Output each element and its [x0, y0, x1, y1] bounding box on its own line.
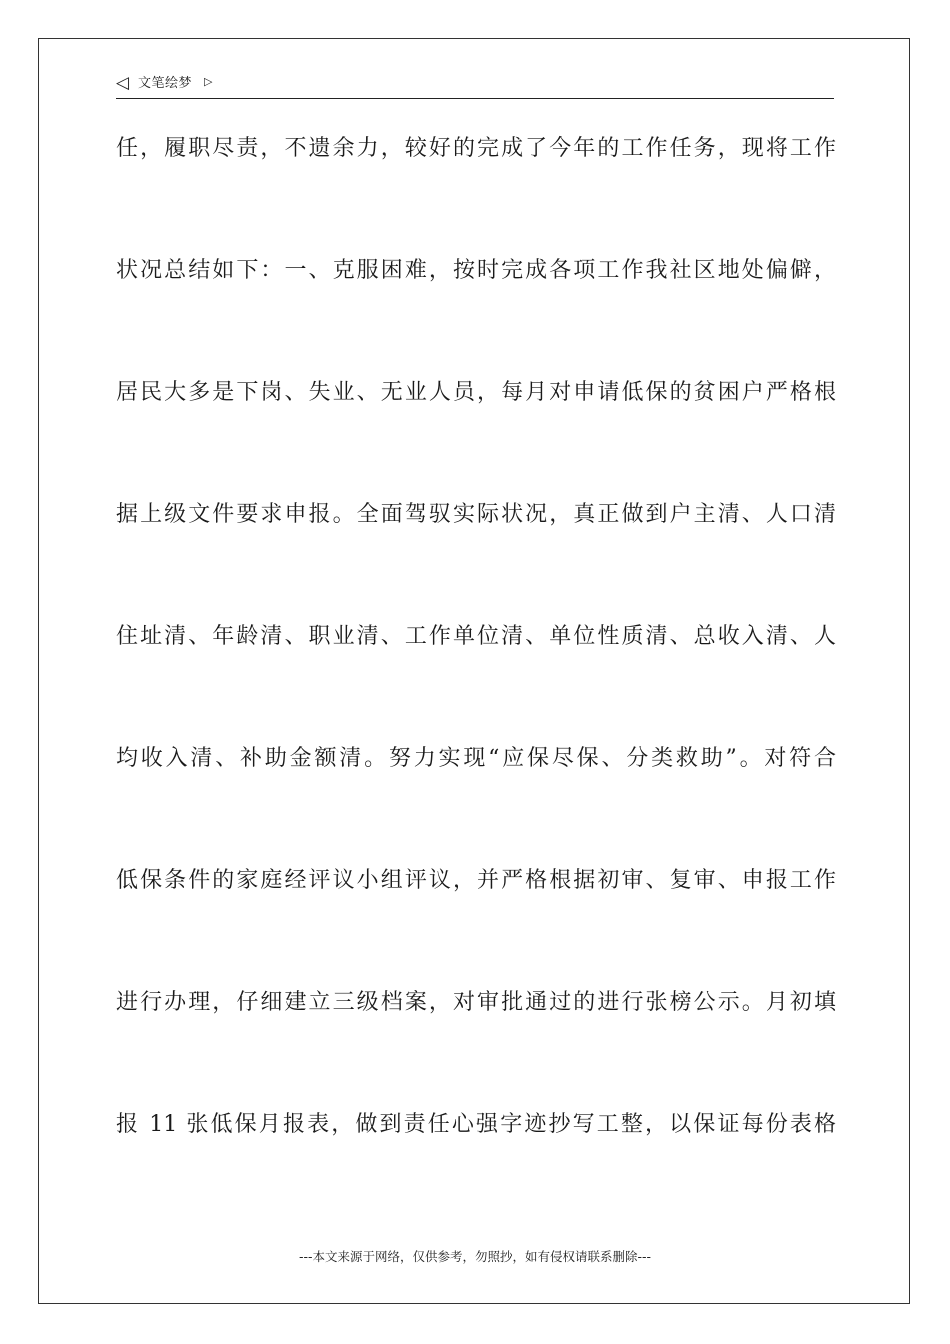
text-line: 低保条件的家庭经评议小组评议，并严格根据初审、复审、申报工作	[116, 868, 836, 893]
document-body	[116, 118, 836, 1216]
text-line: 任，履职尽责，不遗余力，较好的完成了今年的工作任务，现将工作	[116, 136, 836, 161]
text-line: 住址清、年龄清、职业清、工作单位清、单位性质清、总收入清、人	[116, 624, 836, 649]
page-header	[116, 73, 834, 99]
triangle-left-icon: ◁	[116, 73, 130, 93]
triangle-right-icon: ▷	[204, 75, 213, 88]
text-line: 据上级文件要求申报。全面驾驭实际状况，真正做到户主清、人口清	[116, 502, 836, 527]
text-line: 进行办理，仔细建立三级档案，对审批通过的进行张榜公示。月初填	[116, 990, 836, 1015]
header-title: 文笔绘梦	[138, 76, 193, 91]
footer-disclaimer: ---本文来源于网络，仅供参考，勿照抄，如有侵权请联系删除---	[298, 1249, 652, 1264]
text-line: 报 11 张低保月报表，做到责任心强字迹抄写工整，以保证每份表格	[116, 1112, 836, 1137]
text-line: 居民大多是下岗、失业、无业人员，每月对申请低保的贫困户严格根	[116, 380, 836, 405]
text-line: 均收入清、补助金额清。努力实现“应保尽保、分类救助”。对符合	[116, 746, 836, 771]
text-line: 状况总结如下：一、克服困难，按时完成各项工作我社区地处偏僻，	[116, 258, 836, 283]
